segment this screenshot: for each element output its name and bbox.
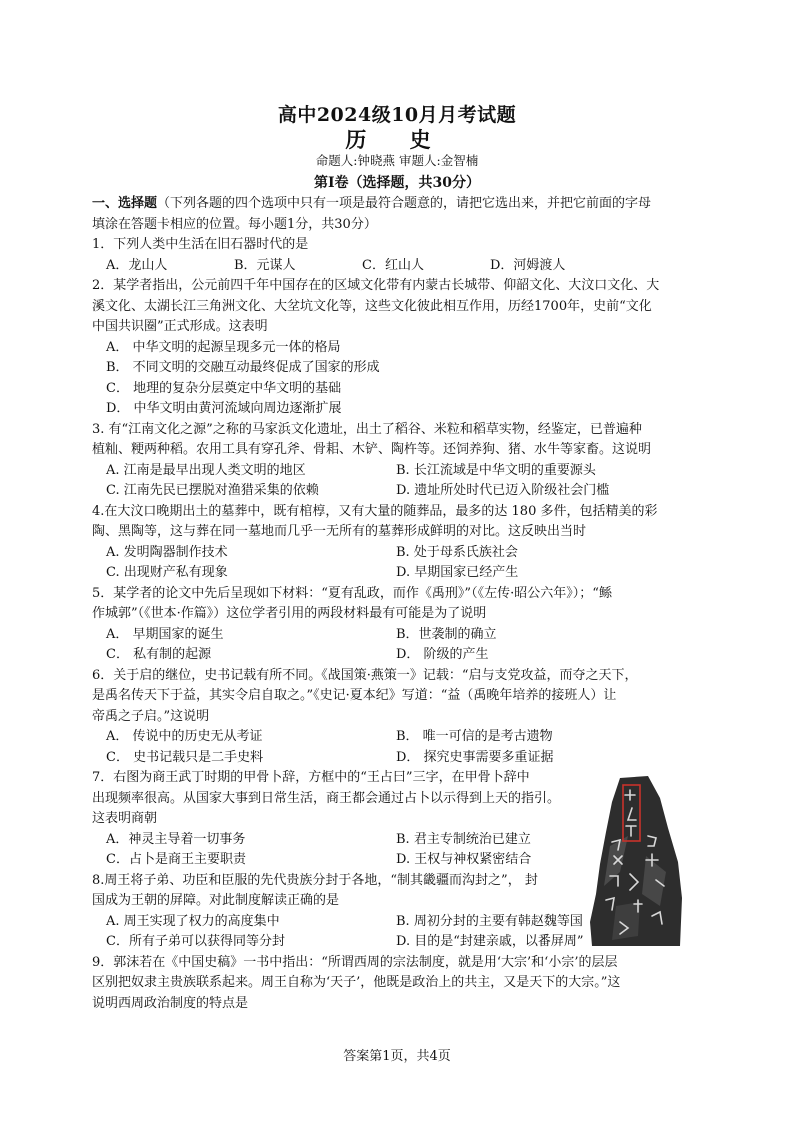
question-3-stem-line: 植籼、粳两种稻。农用工具有穿孔斧、骨耜、木铲、陶杵等。还饲养狗、猪、水牛等家畜。这说明 (92, 442, 652, 457)
question-6-stem-line: 是禹名传天下于益，其实令启自取之。”《史记·夏本纪》写道：“益（禹晚年培养的接班人）让 (92, 688, 617, 703)
question-3-stem: 3. 有“江南文化之源”之称的马家浜文化遗址，出土了稻谷、米粒和稻草实物，经鉴定，已普遍种 (92, 421, 642, 437)
question-2-stem: 2．某学者指出，公元前四千年中国存在的区域文化带有内蒙古长城带、仰韶文化、大汶口文化、大 (92, 278, 660, 293)
q1-option-c: C．红山人 (362, 257, 424, 273)
question-4-stem: 4.在大汶口晚期出土的墓葬中，既有棺椁，又有大量的随葬品，最多的达 180 多件，包括精美的彩 (92, 503, 658, 519)
q2-option-a: A． 中华文明的起源呈现多元一体的格局 (106, 339, 341, 355)
q5-option-a: A． 早期国家的诞生 (106, 626, 224, 642)
q5-option-d: D． 阶级的产生 (396, 647, 489, 662)
question-6-options-row2 (92, 748, 696, 769)
instructions-line: 填涂在答题卡相应的位置。每小题1分，共30分） (92, 216, 377, 232)
q3-option-c: C. 江南先民已摆脱对渔猎采集的依赖 (106, 483, 319, 498)
question-1-options (92, 256, 696, 277)
q2-option-d: D． 中华文明由黄河流域向周边逐渐扩展 (106, 401, 342, 416)
q7-option-a: A．神灵主导着一切事务 (106, 831, 246, 847)
exam-title: 高中2024级10月月考试题 (277, 104, 517, 126)
q8-option-b: B. 周初分封的主要有韩赵魏等国 (396, 913, 583, 929)
question-9-stem: 9．郭沫若在《中国史稿》一书中指出：“所谓西周的宗法制度，就是用‘大宗’和‘小宗’的层层 (92, 954, 618, 970)
question-3-options-row2 (92, 481, 696, 502)
question-4-options-row2 (92, 563, 696, 584)
q4-option-d: D. 早期国家已经产生 (396, 565, 519, 580)
question-2-stem-line: 中国共识圈”正式形成。这表明 (92, 319, 268, 334)
q4-option-b: B. 处于母系氏族社会 (396, 544, 518, 560)
question-8-stem: 8.周王将子弟、功臣和臣服的先代贵族分封于各地，“制其畿疆而沟封之”， 封 (92, 872, 538, 888)
question-5-options-row2 (92, 645, 696, 666)
q8-option-d: D. 目的是“封建亲戚，以番屏周” (396, 934, 584, 949)
section-heading: 第Ⅰ卷（选择题，共30分） (313, 175, 481, 191)
question-7-stem: 7．右图为商王武丁时期的甲骨卜辞，方框中的“王占曰”三字，在甲骨卜辞中 (92, 770, 530, 785)
q5-option-b: B．世袭制的确立 (396, 626, 497, 642)
q1-option-a: A．龙山人 (106, 257, 168, 273)
q4-option-a: A. 发明陶器制作技术 (106, 544, 228, 560)
instructions-text: （下列各题的四个选项中只有一项是最符合题意的，请把它选出来，并把它前面的字母 (157, 196, 652, 211)
q6-option-a: A． 传说中的历史无从考证 (106, 729, 263, 744)
q3-option-d: D. 遗址所处时代已迈入阶级社会门槛 (396, 483, 610, 498)
question-6-stem: 6．关于启的继位，史书记载有所不同。《战国策·燕策一》记载：“启与支党攻益，而夺之天下， (92, 667, 638, 683)
question-6-options-row1 (92, 727, 696, 748)
q6-option-c: C． 史书记载只是二手史料 (106, 749, 264, 765)
question-6-stem-line: 帝禹之子启。”这说明 (92, 708, 210, 724)
question-7-stem-line: 这表明商朝 (92, 811, 158, 826)
question-1-stem: 1．下列人类中生活在旧石器时代的是 (92, 237, 309, 252)
question-5-options-row1 (92, 625, 696, 646)
question-9-stem-line: 说明西周政治制度的特点是 (92, 995, 249, 1011)
question-3-options-row1 (92, 461, 696, 482)
question-2-stem-line: 溪文化、太湖长江三角洲文化、大坌坑文化等，这些文化彼此相互作用，历经1700年，史前“文化 (92, 298, 652, 314)
q2-option-b: B． 不同文明的交融互动最终促成了国家的形成 (106, 360, 380, 375)
q2-option-c: C． 地理的复杂分层奠定中华文明的基础 (106, 380, 342, 396)
q8-option-a: A. 周王实现了权力的高度集中 (106, 913, 280, 929)
question-8-stem-line: 国成为王朝的屏障。对此制度解读正确的是 (92, 893, 340, 908)
q1-option-d: D．河姆渡人 (490, 257, 566, 273)
question-7-stem-line: 出现频率很高。从国家大事到日常生活，商王都会通过占卜以示得到上天的指引。 (92, 790, 561, 806)
subject-title: 历 史 (345, 127, 449, 152)
q3-option-a: A. 江南是最早出现人类文明的地区 (106, 462, 306, 478)
q1-option-b: B．元谋人 (234, 257, 296, 273)
question-5-stem: 5．某学者的论文中先后呈现如下材料：“夏有乱政，而作《禹刑》”（《左传·昭公六年》）；“鲧 (92, 585, 612, 601)
question-9-stem-line: 区别把奴隶主贵族联系起来。周王自称为‘天子’，他既是政治上的共主，又是天下的大宗。”这 (92, 975, 621, 990)
instructions-label: 一、选择题 (92, 196, 158, 211)
q6-option-b: B． 唯一可信的是考古遗物 (396, 729, 553, 744)
q5-option-c: C． 私有制的起源 (106, 647, 212, 662)
q4-option-c: C. 出现财产私有现象 (106, 565, 228, 580)
q7-option-c: C．占卜是商王主要职责 (106, 852, 246, 867)
page-footer: 答案第1页，共4页 (343, 1049, 451, 1064)
q3-option-b: B. 长江流域是中华文明的重要源头 (396, 462, 596, 478)
instructions (92, 194, 696, 215)
question-5-stem-line: 作城郭”（《世本·作篇》）这位学者引用的两段材料最有可能是为了说明 (92, 606, 487, 621)
oracle-bone-inscription-image (590, 776, 682, 946)
question-4-options-row1 (92, 543, 696, 564)
q8-option-c: C．所有子弟可以获得同等分封 (106, 934, 285, 949)
q7-option-b: B. 君主专制统治已建立 (396, 831, 531, 847)
question-4-stem-line: 陶、黑陶等，这与葬在同一墓地而几乎一无所有的墓葬形成鲜明的对比。这反映出当时 (92, 524, 587, 539)
q6-option-d: D． 探究史事需要多重证据 (396, 749, 554, 765)
q7-option-d: D. 王权与神权紧密结合 (396, 852, 532, 867)
authors-line: 命题人:钟晓燕 审题人:金智楠 (315, 153, 479, 168)
